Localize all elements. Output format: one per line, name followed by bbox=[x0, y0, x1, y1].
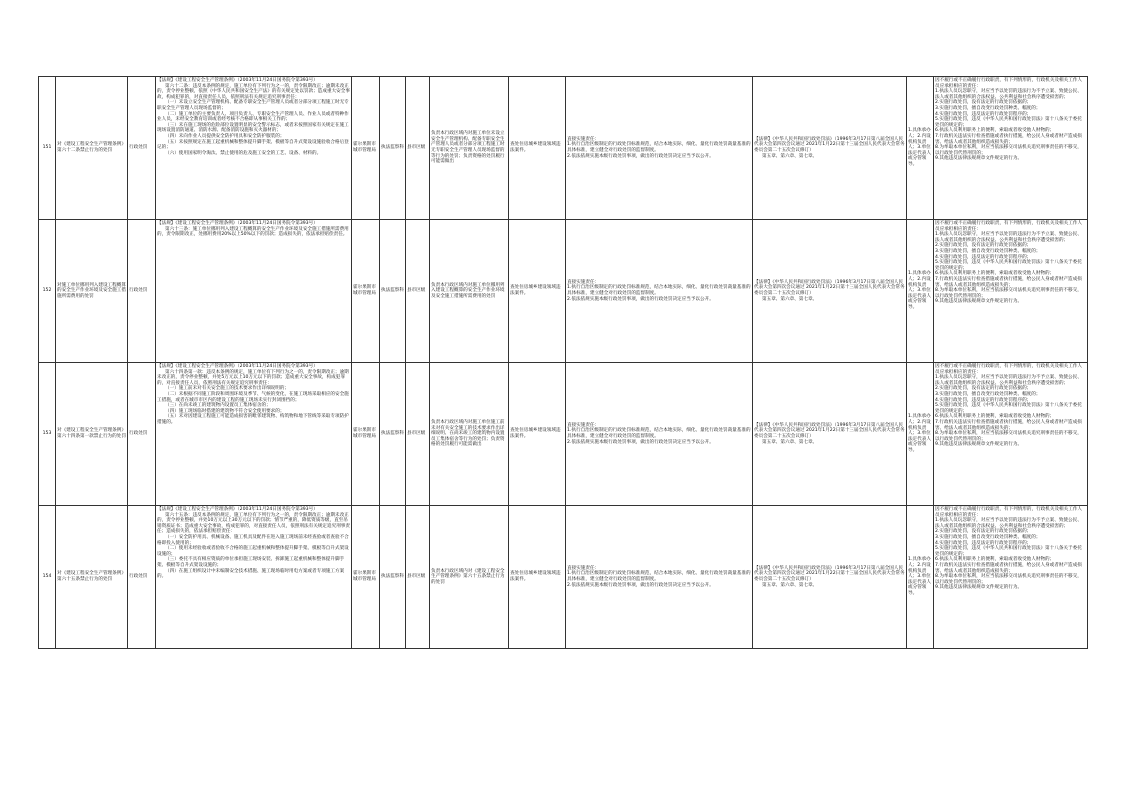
cell-paragraph: 2.依法依规实施本级行政处罚事项，做出的行政处罚决定应当予以公开。 bbox=[567, 296, 714, 302]
cell-paragraph: 5.实施行政处罚，违反《中华人民共和国行政处罚法》第十八条关于委托处罚的规定的； bbox=[935, 403, 1082, 414]
responsible-subject-cell: 1.具体承办人；2.内设机构负责人；3.单位法定代表人或分管领导。 bbox=[907, 363, 934, 506]
cell-paragraph: （一）施工前未对有关安全施工的技术要求作出详细说明的； bbox=[165, 386, 290, 392]
cell-paragraph: 【法规】《建设工程安全生产管理条例》（2003年11月24日国务院令第393号） bbox=[157, 507, 318, 512]
item-name-cell: 对《建设工程安全生产管理条例》第六十二条禁止行为的处罚 bbox=[56, 77, 128, 220]
cell-paragraph: 8.为牟取本单位私利，对应当依法移交司法机关追究刑事责任的不移交，以行政处罚代替刑罚的； bbox=[935, 431, 1082, 442]
cell-paragraph: 1.执行自治区级制定的行政处罚标准规范，结合本地实际，细化、量化行政处罚裁量基准的具体标准，建立健全对行政处罚的监督制度。 bbox=[567, 428, 751, 439]
cell-paragraph: 第六十四条第一款：违反本条例的规定，施工单位有下列行为之一的，责令限期改正；逾期未改正的，责令停业整顿，并处5万元以上10万元以下的罚款；造成重大安全事故，构成犯罪的，对直接责任人员，依照刑法有关规定追究刑事责任： bbox=[157, 369, 349, 386]
level-cell: 县市区级 bbox=[406, 506, 430, 649]
cell-paragraph: 3.实施行政处罚，擅自改变行政处罚种类、幅度的； bbox=[935, 105, 1041, 111]
duty-items-cell bbox=[566, 220, 753, 363]
cell-paragraph: 6.执法人员利用职务上的便利，索取或者收受他人财物的； bbox=[935, 557, 1055, 563]
cell-paragraph: （三）委托不具有相应资质的单位承担施工现场安装、拆卸施工起重机械和整体提升脚手架、模板等自升式架设设施的； bbox=[157, 557, 345, 568]
power-list-table bbox=[38, 76, 1088, 649]
cell-paragraph: 2.依法依规实施本级行政处罚事项，做出的行政处罚决定应当予以公开。 bbox=[567, 153, 714, 159]
cell-paragraph: 5.实施行政处罚，违反《中华人民共和国行政处罚法》第十八条关于委托处罚的规定的； bbox=[935, 260, 1082, 271]
implementing-org-cell: 霍尔果斯市城市管理局 bbox=[352, 506, 380, 649]
cell-paragraph: 1.执行自治区级制定的行政处罚标准规范，结合本地实际，细化、量化行政处罚裁量基准的具体标准，建立健全对行政处罚的监督制度。 bbox=[567, 142, 751, 153]
enforcement-scope-cell: 查处住房城乡建设领域违法案件。 bbox=[509, 363, 566, 506]
enforcement-scope-cell: 查处住房城乡建设领域违法案件。 bbox=[509, 77, 566, 220]
cell-paragraph: 【法规】《建设工程安全生产管理条例》（2003年11月24日国务院令第393号） bbox=[157, 221, 318, 226]
cell-paragraph: 4.实施行政处罚，违反法定的行政处罚程序的； bbox=[935, 254, 1032, 260]
power-type-cell: 行政处罚 bbox=[128, 220, 156, 363]
duty-basis-cell bbox=[753, 220, 907, 363]
cell-paragraph: （二）施工单位的主要负责人、项目负责人、专职安全生产管理人员、作业人员或者特种作业人员，未经安全教育培训或者经考核不合格即从事相关工作的； bbox=[157, 111, 349, 123]
cell-paragraph: 5.实施行政处罚，违反《中华人民共和国行政处罚法》第十八条关于委托处罚的规定的； bbox=[935, 546, 1082, 557]
cell-paragraph: 直接实施责任： bbox=[567, 565, 600, 571]
cell-paragraph: 3.实施行政处罚，擅自改变行政处罚种类、幅度的； bbox=[935, 391, 1041, 397]
table-row bbox=[39, 220, 1088, 363]
cell-paragraph: 【法律】《中华人民共和国行政处罚法》（1996年3月17日第八届全国人民代表大会第四次会议通过 2021年1月22日第十三届全国人民代表大会常务委员会第二十五次会议修订） bbox=[754, 422, 905, 439]
item-name-cell: 对《建设工程安全生产管理条例》第六十五条禁止行为的处罚 bbox=[56, 506, 128, 649]
cell-paragraph: 直接实施责任： bbox=[567, 422, 600, 428]
cell-paragraph: （六）使用国家明令淘汰、禁止使用的危及施工安全的工艺、设备、材料的。 bbox=[165, 150, 322, 156]
cell-paragraph: 6.执法人员利用职务上的便利，索取或者收受他人财物的； bbox=[935, 414, 1055, 420]
power-type-cell: 行政处罚 bbox=[128, 363, 156, 506]
implementing-org-cell: 霍尔果斯市城市管理局 bbox=[352, 220, 380, 363]
cell-paragraph: 9.其他违反法律法规规章文件规定的行为。 bbox=[935, 299, 1023, 305]
cell-paragraph: 2.依法依规实施本级行政处罚事项，做出的行政处罚决定应当予以公开。 bbox=[567, 439, 714, 445]
responsible-subject-cell: 1.具体承办人；2.内设机构负责人；3.单位法定代表人或分管领导。 bbox=[907, 220, 934, 363]
row-number-cell: 151 bbox=[39, 77, 56, 220]
cell-paragraph: 8.为牟取本单位私利，对应当依法移交司法机关追究刑事责任的不移交，以行政处罚代替刑罚的； bbox=[935, 288, 1082, 299]
level-cell: 县市区级 bbox=[406, 77, 430, 220]
cell-paragraph: 4.实施行政处罚，违反法定的行政处罚程序的； bbox=[935, 111, 1032, 117]
cell-paragraph: 4.实施行政处罚，违反法定的行政处罚程序的； bbox=[935, 397, 1032, 403]
legal-basis-cell bbox=[156, 506, 352, 649]
cell-paragraph: 1.执法人员玩忽职守，对应当予以处罚的违法行为不予立案、致使公民、法人或者其他组织的合法权益、公共利益和社会秩序遭受损害的； bbox=[935, 375, 1082, 386]
duty-items-cell bbox=[566, 77, 753, 220]
responsibility-scope-cell: 负责本行政区域内对施工单位未设立安全生产管理机构、配备专职安全生产管理人员或者分部分项工程施工时无专职安全生产管理人员现场监督的等行为的处罚；负责资格的处罚履行可能需做出 bbox=[430, 77, 509, 220]
cell-paragraph: 2.依法依规实施本级行政处罚事项，做出的行政处罚决定应当予以公开。 bbox=[567, 582, 714, 588]
department-cell: 执法监察科 bbox=[380, 220, 406, 363]
cell-paragraph: 7.行政机关违法实行检查措施或者执行措施，给公民人身或者财产造成损害、给法人或者其他组织造成损失的； bbox=[935, 276, 1082, 288]
cell-paragraph: 3.实施行政处罚，擅自改变行政处罚种类、幅度的； bbox=[935, 248, 1041, 254]
accountability-cell bbox=[934, 77, 1088, 220]
cell-paragraph: 9.其他违反法律法规规章文件规定的行为。 bbox=[935, 442, 1023, 448]
cell-paragraph: 9.其他违反法律法规规章文件规定的行为。 bbox=[935, 156, 1023, 162]
cell-paragraph: 7.行政机关违法实行检查措施或者执行措施，给公民人身或者财产造成损害、给法人或者其他组织造成损失的； bbox=[935, 419, 1082, 431]
cell-paragraph: （四）未向作业人员提供安全防护用具和安全防护服装的； bbox=[165, 133, 285, 139]
cell-paragraph: 2.实施行政处罚，没有法定的行政处罚依据的； bbox=[935, 243, 1032, 249]
power-type-cell: 行政处罚 bbox=[128, 506, 156, 649]
power-type-cell: 行政处罚 bbox=[128, 77, 156, 220]
cell-paragraph: 第五章、第六章、第七章。 bbox=[762, 296, 818, 302]
table-row bbox=[39, 506, 1088, 649]
cell-paragraph: 第六十二条：违反本条例的规定，施工单位有下列行为之一的，责令限期改正；逾期未改正的，责令停业整顿，依照《中华人民共和国安全生产法》的有关规定处以罚款；造成重大安全事故，构成犯罪的，对直接责任人员，依照刑法有关规定追究刑事责任： bbox=[157, 83, 350, 100]
cell-paragraph: （五）未对因建设工程施工可能造成损害的毗邻建筑物、构筑物和地下管线等采取专项防护措施的。 bbox=[157, 414, 349, 425]
level-cell: 县市区级 bbox=[406, 363, 430, 506]
duty-basis-cell bbox=[753, 506, 907, 649]
accountability-cell bbox=[934, 220, 1088, 363]
cell-paragraph: 【法律】《中华人民共和国行政处罚法》（1996年3月17日第八届全国人民代表大会第四次会议通过 2021年1月22日第十三届全国人民代表大会常务委员会第二十五次会议修订） bbox=[754, 279, 905, 296]
accountability-cell bbox=[934, 363, 1088, 506]
cell-paragraph: 2.实施行政处罚，没有法定的行政处罚依据的； bbox=[935, 529, 1032, 535]
cell-paragraph: 8.为牟取本单位私利，对应当依法移交司法机关追究刑事责任的不移交，以行政处罚代替刑罚的； bbox=[935, 574, 1082, 585]
cell-paragraph: （四）施工现场临时搭建的建筑物不符合安全使用要求的； bbox=[165, 408, 285, 414]
cell-paragraph: 3.实施行政处罚，擅自改变行政处罚种类、幅度的； bbox=[935, 534, 1041, 540]
department-cell: 执法监察科 bbox=[380, 506, 406, 649]
cell-paragraph: 8.为牟取本单位私利，对应当依法移交司法机关追究刑事责任的不移交，以行政处罚代替刑罚的； bbox=[935, 145, 1082, 156]
cell-paragraph: 因不履行或不正确履行行政职责，有下列情形的，行政机关及相关工作人员应承担相应的责任： bbox=[935, 364, 1083, 375]
cell-paragraph: 2.实施行政处罚，没有法定的行政处罚依据的； bbox=[935, 386, 1032, 392]
cell-paragraph: 第五章、第六章、第七章。 bbox=[762, 153, 818, 159]
cell-paragraph: 第五章、第六章、第七章。 bbox=[762, 582, 818, 588]
row-number-cell: 152 bbox=[39, 220, 56, 363]
duty-basis-cell bbox=[753, 363, 907, 506]
table-row bbox=[39, 363, 1088, 506]
responsible-subject-cell: 1.具体承办人；2.内设机构负责人；3.单位法定代表人或分管领导。 bbox=[907, 77, 934, 220]
cell-paragraph: 【法规】《建设工程安全生产管理条例》（2003年11月24日国务院令第393号） bbox=[157, 78, 318, 83]
cell-paragraph: 1.执法人员玩忽职守，对应当予以处罚的违法行为不予立案、致使公民、法人或者其他组织的合法权益、公共利益和社会秩序遭受损害的； bbox=[935, 89, 1082, 100]
cell-paragraph: （五）未按照规定在施工起重机械和整体提升脚手架、模板等自升式架设设施验收合格后登记的； bbox=[157, 139, 349, 151]
cell-paragraph: 因不履行或不正确履行行政职责，有下列情形的，行政机关及相关工作人员应承担相应的责任： bbox=[935, 507, 1083, 518]
table-row bbox=[39, 77, 1088, 220]
cell-paragraph: 6.执法人员利用职务上的便利，索取或者收受他人财物的； bbox=[935, 128, 1055, 134]
cell-paragraph: 1.执法人员玩忽职守，对应当予以处罚的违法行为不予立案、致使公民、法人或者其他组织的合法权益、公共利益和社会秩序遭受损害的； bbox=[935, 518, 1082, 529]
cell-paragraph: （三）未在施工现场的危险部位设置明显的安全警示标志，或者未按照国家有关规定在施工现场设置消防通道、消防水源、配备消防设施和灭火器材的； bbox=[157, 122, 349, 134]
responsibility-scope-cell: 负责本行政区域内对施工单位挪用列入建设工程概算的安全生产作业环境及安全施工措施所需费用的处罚 bbox=[430, 220, 509, 363]
cell-paragraph: （二）未根据不同施工阶段和周围环境及季节、气候的变化，在施工现场采取相应的安全施工措施，或者在城市市区内的建设工程的施工现场未实行封闭围挡的； bbox=[157, 391, 349, 403]
level-cell: 县市区级 bbox=[406, 220, 430, 363]
cell-paragraph: 9.其他违反法律法规规章文件规定的行为。 bbox=[935, 585, 1023, 591]
cell-paragraph: 因不履行或不正确履行行政职责，有下列情形的，行政机关及相关工作人员应承担相应的责任： bbox=[935, 78, 1083, 89]
implementing-org-cell: 霍尔果斯市城市管理局 bbox=[352, 77, 380, 220]
legal-basis-cell bbox=[156, 363, 352, 506]
cell-paragraph: 第六十五条：违反本条例的规定，施工单位有下列行为之一的，责令限期改正；逾期未改正的，责令停业整顿，并处10万元以上30万元以下的罚款；情节严重的，降低资质等级，直至吊销资质证书；造成重大安全事故，构成犯罪的，对直接责任人员，依照刑法有关规定追究刑事责任；造成损失的，依法承担赔偿责任： bbox=[157, 512, 350, 535]
cell-paragraph: 4.实施行政处罚，违反法定的行政处罚程序的； bbox=[935, 540, 1032, 546]
cell-paragraph: 7.行政机关违法实行检查措施或者执行措施，给公民人身或者财产造成损害、给法人或者其他组织造成损失的； bbox=[935, 562, 1082, 574]
cell-paragraph: （三）在尚未竣工的建筑物内设置员工集体宿舍的； bbox=[165, 403, 271, 409]
cell-paragraph: 直接实施责任： bbox=[567, 136, 600, 142]
item-name-cell: 对《建设工程安全生产管理条例》第六十四条第一款禁止行为的处罚 bbox=[56, 363, 128, 506]
cell-paragraph: （二）使用未经验收或者验收不合格的施工起重机械和整体提升脚手架、模板等自升式架设设施的； bbox=[157, 546, 349, 557]
item-name-cell: 对施工单位挪用列入建设工程概算的安全生产作业环境及安全施工措施所需费用的处罚 bbox=[56, 220, 128, 363]
cell-paragraph: （一）安全防护用具、机械设备、施工机具及配件在进入施工现场前未经查验或者查验不合格即投入使用的； bbox=[157, 534, 349, 546]
department-cell: 执法监察科 bbox=[380, 77, 406, 220]
cell-paragraph: 6.执法人员利用职务上的便利，索取或者收受他人财物的； bbox=[935, 271, 1055, 277]
legal-basis-cell bbox=[156, 220, 352, 363]
cell-paragraph: 1.执法人员玩忽职守，对应当予以处罚的违法行为不予立案、致使公民、法人或者其他组织的合法权益、公共利益和社会秩序遭受损害的； bbox=[935, 232, 1082, 243]
legal-basis-cell bbox=[156, 77, 352, 220]
accountability-cell bbox=[934, 506, 1088, 649]
cell-paragraph: 1.执行自治区级制定的行政处罚标准规范，结合本地实际，细化、量化行政处罚裁量基准的具体标准，建立健全对行政处罚的监督制度。 bbox=[567, 285, 751, 296]
cell-paragraph: （四）在施工组织设计中未编制安全技术措施、施工现场临时用电方案或者专项施工方案的。 bbox=[157, 568, 345, 580]
cell-paragraph: 【法律】《中华人民共和国行政处罚法》（1996年3月17日第八届全国人民代表大会第四次会议通过 2021年1月22日第十三届全国人民代表大会常务委员会第二十五次会议修订） bbox=[754, 136, 905, 153]
cell-paragraph: （一）未设立安全生产管理机构、配备专职安全生产管理人员或者分部分项工程施工时无专职安全生产管理人员现场监督的； bbox=[157, 100, 349, 111]
row-number-cell: 153 bbox=[39, 363, 56, 506]
responsibility-scope-cell: 负责本行政区域内对施工单位施工前未对有关安全施工的技术要求作出详细说明、在尚未竣工的建筑物内设置员工集体宿舍等行为的处罚；负责资格的处罚履行可能需做出 bbox=[430, 363, 509, 506]
cell-paragraph: 2.实施行政处罚，没有法定的行政处罚依据的； bbox=[935, 100, 1032, 106]
cell-paragraph: 【法规】《建设工程安全生产管理条例》（2003年11月24日国务院令第393号） bbox=[157, 364, 318, 369]
enforcement-scope-cell: 查处住房城乡建设领域违法案件。 bbox=[509, 506, 566, 649]
cell-paragraph: 第五章、第六章、第七章。 bbox=[762, 439, 818, 445]
row-number-cell: 154 bbox=[39, 506, 56, 649]
cell-paragraph: 5.实施行政处罚，违反《中华人民共和国行政处罚法》第十八条关于委托处罚的规定的； bbox=[935, 117, 1082, 128]
duty-items-cell bbox=[566, 363, 753, 506]
cell-paragraph: 1.执行自治区级制定的行政处罚标准规范，结合本地实际，细化、量化行政处罚裁量基准的具体标准，建立健全对行政处罚的监督制度。 bbox=[567, 571, 751, 582]
cell-paragraph: 【法律】《中华人民共和国行政处罚法》（1996年3月17日第八届全国人民代表大会第四次会议通过 2021年1月22日第十三届全国人民代表大会常务委员会第二十五次会议修订） bbox=[754, 565, 905, 582]
implementing-org-cell: 霍尔果斯市城市管理局 bbox=[352, 363, 380, 506]
cell-paragraph: 7.行政机关违法实行检查措施或者执行措施，给公民人身或者财产造成损害、给法人或者其他组织造成损失的； bbox=[935, 133, 1082, 145]
department-cell: 执法监察科 bbox=[380, 363, 406, 506]
cell-paragraph: 直接实施责任： bbox=[567, 279, 600, 285]
responsibility-scope-cell: 负责本行政区域内对《建设工程安全生产管理条例》第六十五条禁止行为的处罚 bbox=[430, 506, 509, 649]
responsible-subject-cell: 1.具体承办人；2.内设机构负责人；3.单位法定代表人或分管领导。 bbox=[907, 506, 934, 649]
cell-paragraph: 第六十三条：施工单位挪用列入建设工程概算的安全生产作业环境及安全施工措施所需费用的，责令限期改正，处挪用费用20%以上50%以下的罚款；造成损失的，依法承担赔偿责任。 bbox=[157, 226, 349, 238]
cell-paragraph: 因不履行或不正确履行行政职责，有下列情形的，行政机关及相关工作人员应承担相应的责任： bbox=[935, 221, 1083, 232]
enforcement-scope-cell: 查处住房城乡建设领域违法案件。 bbox=[509, 220, 566, 363]
duty-items-cell bbox=[566, 506, 753, 649]
duty-basis-cell bbox=[753, 77, 907, 220]
